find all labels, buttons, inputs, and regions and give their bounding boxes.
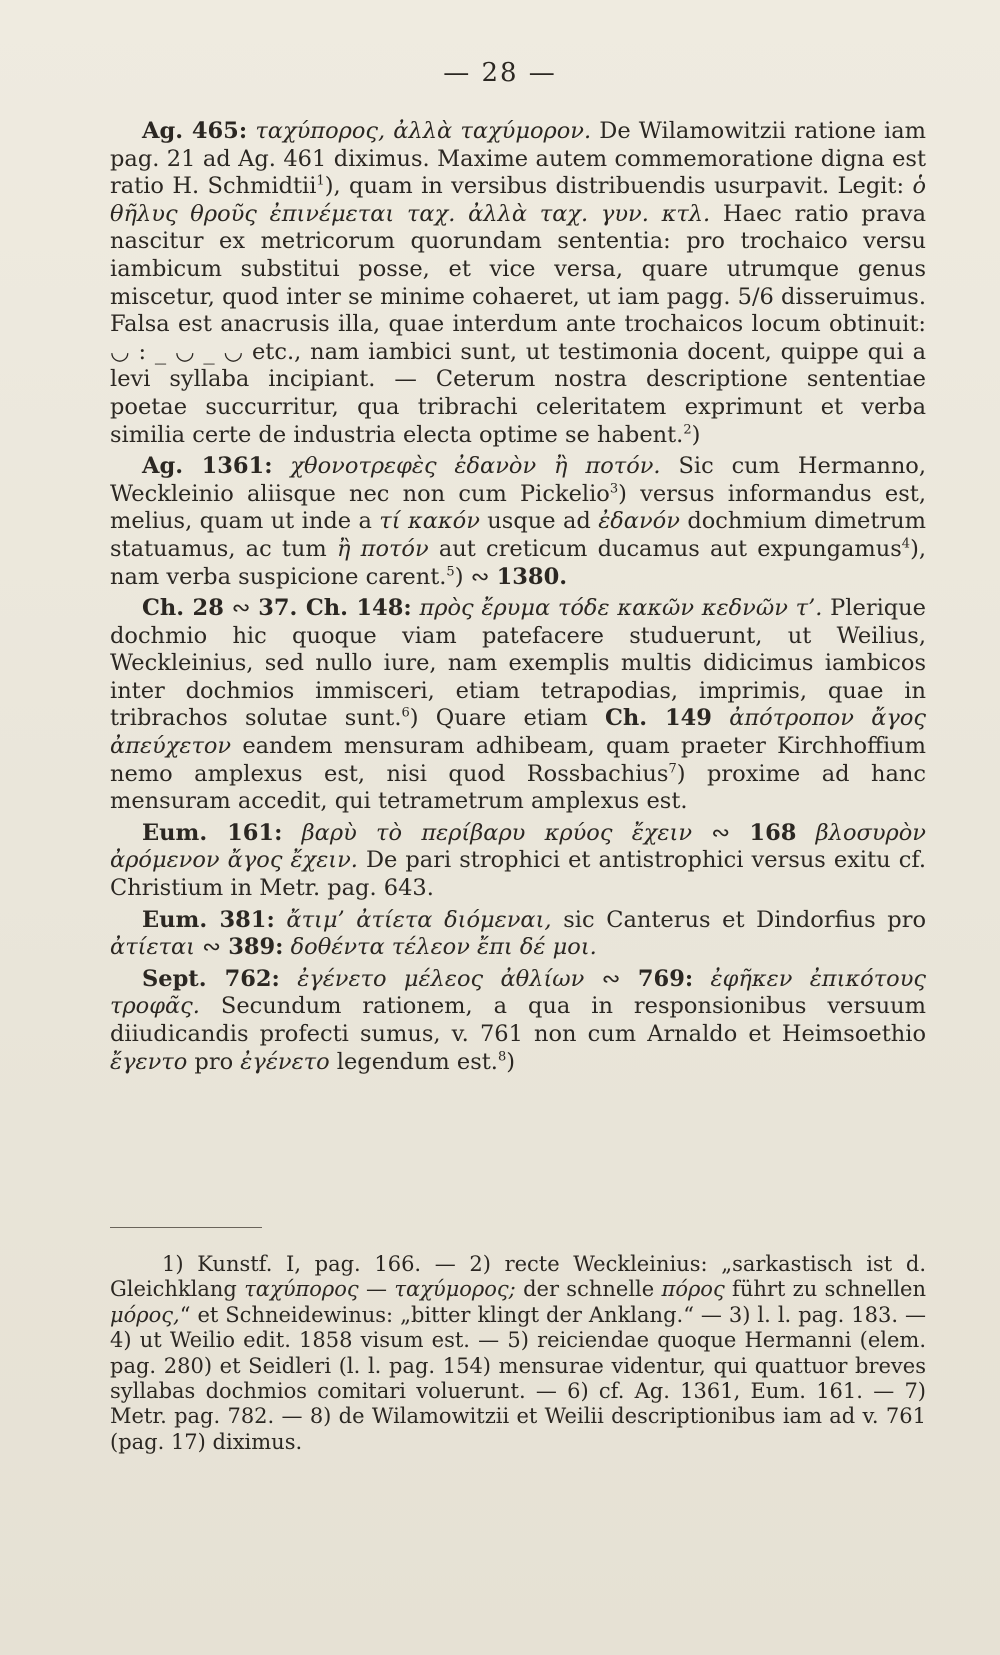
footnote-marker: 5 xyxy=(446,564,455,579)
text-run: legendum est. xyxy=(329,1048,498,1075)
greek-quotation: δοθέντα τέλεον ἔπι δέ μοι. xyxy=(283,934,597,961)
text-run: usque ad xyxy=(479,508,599,535)
paragraph-eum-381 xyxy=(110,907,926,962)
text-run: dochmium dimetrum statuamus, ac tum xyxy=(110,508,926,562)
greek-quotation: ταχύπορος xyxy=(244,1277,359,1302)
greek-quotation: ταχύπορος, ἀλλὰ ταχύμορον. xyxy=(247,118,592,144)
footnote-text xyxy=(110,1252,926,1455)
main-text xyxy=(110,118,926,1076)
verse-reference: Ch. 149 xyxy=(604,705,712,732)
text-run: ∾ xyxy=(223,595,259,622)
text-run: “ et Schneidewinus: „bitter klingt der Anklang.“ — 3) l. l. pag. 183. — 4) ut Weilio edit. 1858 visum est. — 5) reiciendae quoque Hermanni (elem. pag. 280) et Seidleri (l. l. pag. 154) mensurae videntur, qui quattuor breves syllabas dochmios comitari voluerunt. — 6) cf. Ag. 1361, Eum. 161. — 7) Metr. pag. 782. — 8) de Wilamowitzii et Weilii descriptionibus iam ad v. 761 (pag. 17) diximus. xyxy=(110,1302,926,1454)
text-run: 1) Kunstf. I, pag. 166. — 2) recte Weckleinius: „sarkastisch ist d. Gleichklang xyxy=(110,1252,926,1302)
greek-quotation: πόρος xyxy=(661,1277,725,1302)
paragraph-ag-1361 xyxy=(110,453,926,591)
text-run: pro xyxy=(187,1048,241,1075)
paragraph-eum-161 xyxy=(110,820,926,903)
text-run: ) xyxy=(506,1048,516,1075)
greek-quotation: ἀπότροπον ἄγος ἀπεύχετον xyxy=(110,705,926,760)
greek-quotation: ὁ θῆλυς θροῦς ἐπινέμεται ταχ. ἀλλὰ ταχ. γυν. κτλ. xyxy=(110,173,926,227)
text-run: De Wilamowitzii ratione iam pag. 21 ad Ag. 461 diximus. Maxime autem commemoratione digna est ratio H. Schmidtii xyxy=(110,118,926,200)
footnotes xyxy=(110,1252,926,1455)
footnote-marker: 4 xyxy=(901,536,911,552)
text-run: ), nam verba suspicione carent. xyxy=(110,535,926,590)
greek-quotation: ἐφῆκεν ἐπικότους τροφᾶς. xyxy=(110,965,926,1020)
greek-quotation: ἀτίεται xyxy=(110,934,196,961)
footnote-marker: 3 xyxy=(609,481,619,497)
greek-quotation: πρὸς ἔρυμα τόδε κακῶν κεδνῶν τ’. xyxy=(411,595,823,622)
greek-quotation: τί κακόν xyxy=(379,508,480,535)
text-run: führt zu schnellen xyxy=(724,1277,926,1302)
text-run: ) versus informandus est, melius, quam ut inde a xyxy=(110,480,926,535)
verse-reference: 37. Ch. 148: xyxy=(258,595,412,622)
text-run: De pari strophici et antistrophici versus exitu cf. Christium in Metr. pag. 643. xyxy=(110,847,926,902)
text-run: sic Canterus et Dindorfius pro xyxy=(551,906,926,933)
verse-reference: 1380. xyxy=(496,563,568,590)
verse-reference: 389: xyxy=(228,934,284,961)
footnote-marker: 7 xyxy=(668,761,677,777)
text-run: Haec ratio prava nascitur ex metricorum quorundam sententia: pro trochaico versu iambicum substitui posse, et vice versa, quare utrumque genus miscetur, quod inter se minime cohaeret, ut iam pagg. 5/6 disseruimus. Falsa est anacrusis illa, quae interdum ante trochaicos locum obtinuit: ◡ : _ ◡ _ ◡ etc., nam iambici sunt, ut testimonia docent, quippe qui a levi syllaba incipiant. — Ceterum nostra descriptione sententiae poetae succurritur, qua tribrachi celeritatem exprimunt et verba similia certe de industria electa optime se habent. xyxy=(110,200,926,448)
verse-reference: Sept. 762: xyxy=(142,965,280,992)
paragraph-ch-28 xyxy=(110,595,926,816)
page-number: — 28 — xyxy=(443,58,557,88)
verse-reference: Ag. 1361: xyxy=(142,453,273,480)
paragraph-sept-762 xyxy=(110,966,926,1076)
verse-reference: Ch. 28 xyxy=(142,595,224,622)
text-run: eandem mensuram adhibeam, quam praeter Kirchhoffium nemo amplexus est, nisi quod Rossbachius xyxy=(110,733,926,787)
text-run: Secundum rationem, a qua in responsionibus versuum diiudicandis profecti sumus, v. 761 non cum Arnaldo et Heimsoethio xyxy=(110,993,926,1047)
footnote-divider xyxy=(110,1227,262,1228)
greek-quotation: ἄτιμ’ ἀτίετα διόμεναι, xyxy=(274,906,552,933)
text-run: ) xyxy=(691,421,701,448)
text-run: aut creticum ducamus aut expungamus xyxy=(428,535,902,562)
text-run: ) Quare etiam xyxy=(409,705,605,732)
footnote-marker: 1 xyxy=(316,173,325,189)
text-run: ∾ xyxy=(584,965,638,992)
verse-reference: 168 xyxy=(749,819,797,846)
greek-quotation: ἐδανόν xyxy=(598,508,680,535)
text-run: Plerique dochmio hic quoque viam patefacere studuerunt, ut Weilius, Weckleinius, sed nullo iure, nam exemplis multis didicimus iambicos inter dochmios immisceri, etiam tetrapodias, imprimis, quae in tribrachos solutae sunt. xyxy=(110,595,926,732)
verse-reference: 769: xyxy=(637,965,694,992)
footnote-marker: 8 xyxy=(497,1049,507,1065)
text-run: — xyxy=(358,1277,395,1302)
greek-quotation: βλοσυρὸν ἀρόμενον ἄγος ἔχειν. xyxy=(110,819,926,874)
verse-reference: Ag. 465: xyxy=(142,118,248,144)
text-run: Sic cum Hermanno, Weckleinio aliisque nec non cum Pickelio xyxy=(110,453,927,507)
text-run: ), quam in versibus distribuendis usurpavit. Legit: xyxy=(324,173,913,200)
greek-quotation: ἐγένετο xyxy=(240,1048,330,1075)
paragraph-ag-465 xyxy=(110,118,926,449)
footnote-marker: 2 xyxy=(683,422,692,438)
text-run: der schnelle xyxy=(515,1277,662,1302)
greek-quotation: ἐγένετο μέλεος ἀθλίων xyxy=(279,965,585,992)
greek-quotation: χθονοτρεφὲς ἐδανὸν ἢ ποτόν. xyxy=(272,453,661,480)
greek-quotation: ἔγεντο xyxy=(110,1048,188,1075)
footnote-marker: 6 xyxy=(401,705,410,721)
text-run: ) ∾ xyxy=(454,563,497,590)
greek-quotation: βαρὺ τὸ περίβαρυ κρύος ἔχειν xyxy=(282,819,692,846)
text-run: ) proxime ad hanc mensuram accedit, qui tetrametrum amplexus est. xyxy=(110,760,926,815)
greek-quotation: ταχύμορος; xyxy=(394,1277,516,1302)
verse-reference: Eum. 161: xyxy=(142,819,283,846)
verse-reference: Eum. 381: xyxy=(142,906,275,933)
text-run: ∾ xyxy=(692,819,750,846)
greek-quotation: μόρος, xyxy=(110,1302,180,1327)
greek-quotation: ἢ ποτόν xyxy=(336,535,429,562)
text-run: ∾ xyxy=(195,934,229,961)
